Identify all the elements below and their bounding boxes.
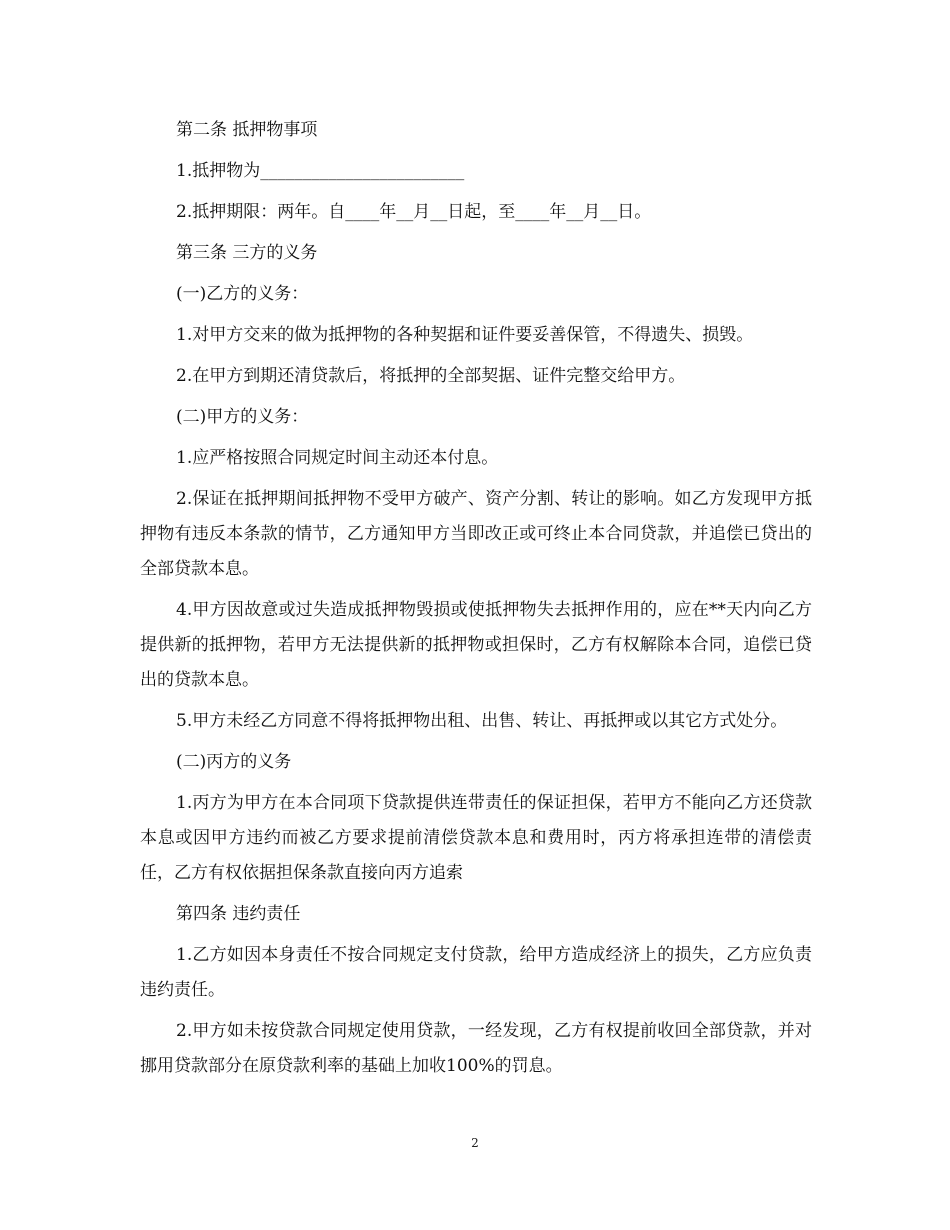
paragraph: 4.甲方因故意或过失造成抵押物毁损或使抵押物失去抵押作用的，应在**天内向乙方提供新的抵押物，若甲方无法提供新的抵押物或担保时，乙方有权解除本合同，追偿已贷出的贷款本息。: [140, 600, 812, 690]
paragraph: 2.在甲方到期还清贷款后，将抵押的全部契据、证件完整交给甲方。: [176, 366, 686, 386]
section-heading-article-2: 第二条 抵押物事项: [176, 120, 318, 140]
document-body: [140, 113, 812, 1090]
subsection-heading: (二)丙方的义务: [176, 752, 292, 772]
paragraph: 2.抵押期限：两年。自____年__月__日起，至____年__月__日。: [176, 202, 652, 222]
paragraph: 5.甲方未经乙方同意不得将抵押物出租、出售、转让、再抵押或以其它方式处分。: [176, 711, 788, 731]
paragraph: 1.抵押物为________________________: [176, 161, 465, 181]
paragraph: 2.甲方如未按贷款合同规定使用贷款，一经发现，乙方有权提前收回全部贷款，并对挪用贷款部分在原贷款利率的基础上加收100%的罚息。: [140, 1021, 812, 1076]
section-heading-article-3: 第三条 三方的义务: [176, 243, 318, 263]
section-heading-article-4: 第四条 违约责任: [176, 904, 301, 924]
paragraph: 1.乙方如因本身责任不按合同规定支付贷款，给甲方造成经济上的损失，乙方应负责违约责任。: [140, 945, 812, 1000]
subsection-heading: (一)乙方的义务：: [176, 284, 309, 304]
page-number: 2: [471, 1136, 479, 1150]
paragraph: 1.应严格按照合同规定时间主动还本付息。: [176, 448, 499, 468]
paragraph: 2.保证在抵押期间抵押物不受甲方破产、资产分割、转让的影响。如乙方发现甲方抵押物有违反本条款的情节，乙方通知甲方当即改正或可终止本合同贷款，并追偿已贷出的全部贷款本息。: [140, 489, 812, 579]
paragraph: 1.对甲方交来的做为抵押物的各种契据和证件要妥善保管，不得遗失、损毁。: [176, 325, 754, 345]
subsection-heading: (二)甲方的义务：: [176, 407, 309, 427]
paragraph: 1.丙方为甲方在本合同项下贷款提供连带责任的保证担保，若甲方不能向乙方还贷款本息或因甲方违约而被乙方要求提前清偿贷款本息和费用时，丙方将承担连带的清偿责任，乙方有权依据担保条款直接向丙方追索: [140, 793, 812, 883]
